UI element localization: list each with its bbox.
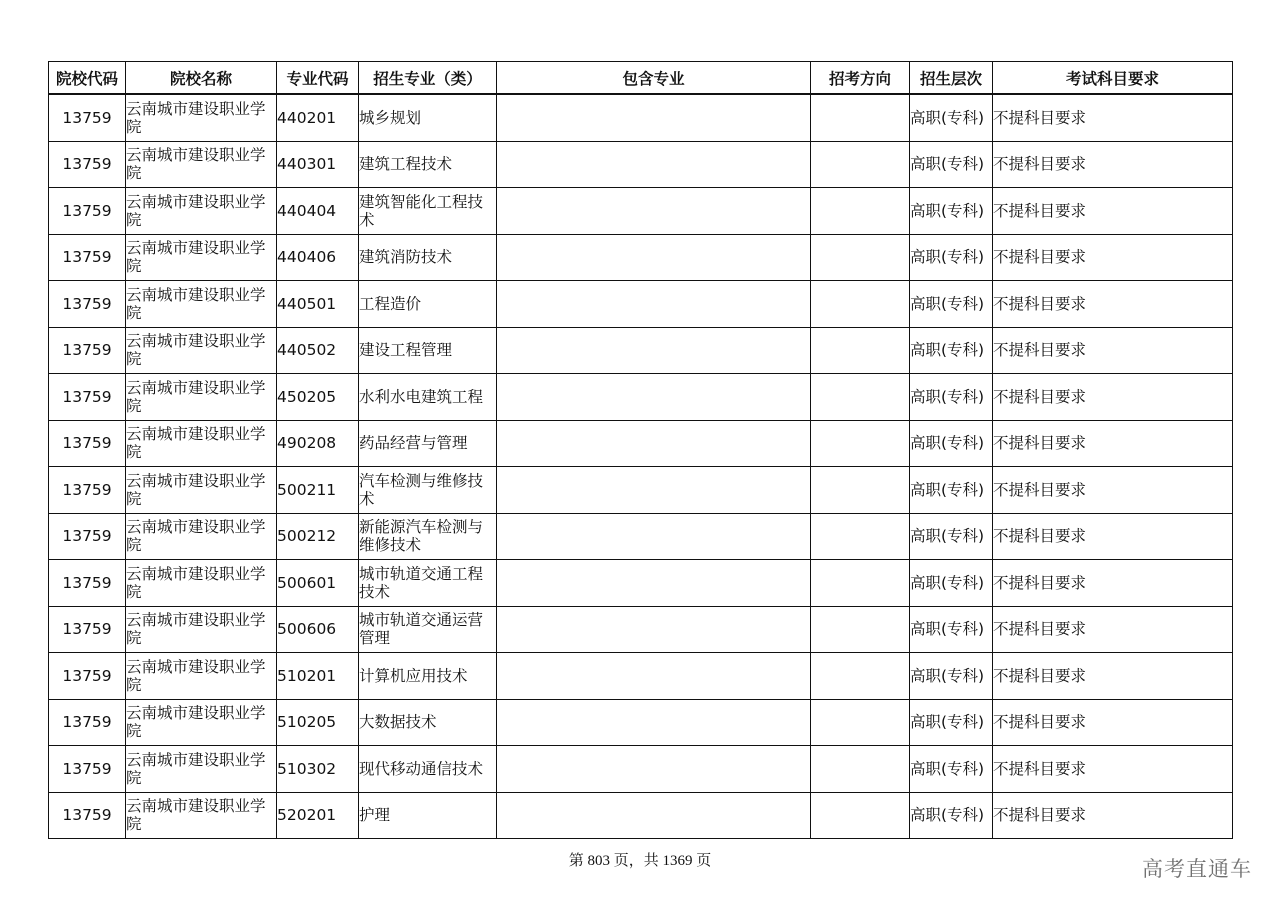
- cell-school-code: 13759: [49, 374, 126, 421]
- table-row: [49, 327, 1233, 374]
- cell-school-name: 云南城市建设职业学院: [126, 327, 277, 374]
- cell-school-name: 云南城市建设职业学院: [126, 188, 277, 235]
- cell-requirement: 不提科目要求: [993, 141, 1233, 188]
- cell-included-majors: [497, 374, 811, 421]
- table-row: [49, 746, 1233, 793]
- cell-major-code: 500606: [277, 606, 359, 653]
- cell-requirement: 不提科目要求: [993, 560, 1233, 607]
- header-school-name: 院校名称: [126, 62, 277, 95]
- cell-major-name: 城市轨道交通运营管理: [359, 606, 497, 653]
- cell-direction: [811, 606, 910, 653]
- cell-major-code: 440201: [277, 94, 359, 141]
- table-row: [49, 653, 1233, 700]
- cell-major-name: 城市轨道交通工程技术: [359, 560, 497, 607]
- cell-school-code: 13759: [49, 513, 126, 560]
- cell-major-name: 现代移动通信技术: [359, 746, 497, 793]
- cell-direction: [811, 281, 910, 328]
- cell-direction: [811, 94, 910, 141]
- cell-major-code: 500601: [277, 560, 359, 607]
- table-row: [49, 281, 1233, 328]
- cell-school-name: 云南城市建设职业学院: [126, 141, 277, 188]
- table-row: [49, 513, 1233, 560]
- watermark: 高考直通车: [1142, 857, 1252, 881]
- cell-major-code: 440406: [277, 234, 359, 281]
- cell-school-name: 云南城市建设职业学院: [126, 653, 277, 700]
- cell-requirement: 不提科目要求: [993, 327, 1233, 374]
- table-row: [49, 560, 1233, 607]
- cell-included-majors: [497, 560, 811, 607]
- cell-school-code: 13759: [49, 234, 126, 281]
- cell-included-majors: [497, 746, 811, 793]
- cell-major-name: 建筑工程技术: [359, 141, 497, 188]
- cell-included-majors: [497, 467, 811, 514]
- cell-direction: [811, 792, 910, 839]
- cell-major-name: 汽车检测与维修技术: [359, 467, 497, 514]
- cell-major-code: 500212: [277, 513, 359, 560]
- cell-included-majors: [497, 94, 811, 141]
- cell-included-majors: [497, 699, 811, 746]
- cell-level: 高职(专科): [910, 374, 993, 421]
- cell-major-code: 440301: [277, 141, 359, 188]
- cell-level: 高职(专科): [910, 420, 993, 467]
- cell-major-name: 护理: [359, 792, 497, 839]
- cell-major-name: 城乡规划: [359, 94, 497, 141]
- cell-direction: [811, 746, 910, 793]
- table-body: [49, 94, 1233, 839]
- cell-major-name: 新能源汽车检测与维修技术: [359, 513, 497, 560]
- cell-major-code: 500211: [277, 467, 359, 514]
- cell-included-majors: [497, 141, 811, 188]
- cell-direction: [811, 467, 910, 514]
- cell-major-code: 520201: [277, 792, 359, 839]
- cell-level: 高职(专科): [910, 281, 993, 328]
- cell-included-majors: [497, 281, 811, 328]
- cell-level: 高职(专科): [910, 653, 993, 700]
- cell-school-code: 13759: [49, 188, 126, 235]
- cell-direction: [811, 420, 910, 467]
- cell-school-code: 13759: [49, 141, 126, 188]
- cell-included-majors: [497, 420, 811, 467]
- cell-school-code: 13759: [49, 560, 126, 607]
- cell-direction: [811, 513, 910, 560]
- cell-requirement: 不提科目要求: [993, 281, 1233, 328]
- cell-school-code: 13759: [49, 281, 126, 328]
- cell-included-majors: [497, 792, 811, 839]
- cell-included-majors: [497, 188, 811, 235]
- cell-major-code: 510201: [277, 653, 359, 700]
- cell-major-code: 440502: [277, 327, 359, 374]
- cell-school-code: 13759: [49, 792, 126, 839]
- cell-major-name: 计算机应用技术: [359, 653, 497, 700]
- cell-level: 高职(专科): [910, 188, 993, 235]
- cell-school-code: 13759: [49, 327, 126, 374]
- cell-level: 高职(专科): [910, 746, 993, 793]
- cell-level: 高职(专科): [910, 467, 993, 514]
- cell-major-name: 药品经营与管理: [359, 420, 497, 467]
- cell-level: 高职(专科): [910, 560, 993, 607]
- cell-school-name: 云南城市建设职业学院: [126, 420, 277, 467]
- cell-school-name: 云南城市建设职业学院: [126, 234, 277, 281]
- header-included-majors: 包含专业: [497, 62, 811, 95]
- cell-level: 高职(专科): [910, 234, 993, 281]
- cell-included-majors: [497, 653, 811, 700]
- cell-level: 高职(专科): [910, 606, 993, 653]
- cell-direction: [811, 327, 910, 374]
- cell-requirement: 不提科目要求: [993, 420, 1233, 467]
- cell-school-name: 云南城市建设职业学院: [126, 374, 277, 421]
- cell-school-code: 13759: [49, 94, 126, 141]
- cell-level: 高职(专科): [910, 513, 993, 560]
- cell-level: 高职(专科): [910, 141, 993, 188]
- cell-level: 高职(专科): [910, 94, 993, 141]
- cell-direction: [811, 374, 910, 421]
- cell-school-name: 云南城市建设职业学院: [126, 94, 277, 141]
- table-row: [49, 141, 1233, 188]
- cell-level: 高职(专科): [910, 327, 993, 374]
- table-row: [49, 188, 1233, 235]
- cell-requirement: 不提科目要求: [993, 374, 1233, 421]
- cell-requirement: 不提科目要求: [993, 94, 1233, 141]
- cell-school-name: 云南城市建设职业学院: [126, 281, 277, 328]
- cell-requirement: 不提科目要求: [993, 699, 1233, 746]
- cell-school-code: 13759: [49, 699, 126, 746]
- cell-level: 高职(专科): [910, 699, 993, 746]
- enrollment-table: [48, 61, 1233, 839]
- cell-included-majors: [497, 606, 811, 653]
- cell-included-majors: [497, 234, 811, 281]
- cell-major-name: 建设工程管理: [359, 327, 497, 374]
- table-header-row: [49, 62, 1233, 95]
- cell-school-name: 云南城市建设职业学院: [126, 560, 277, 607]
- cell-school-name: 云南城市建设职业学院: [126, 467, 277, 514]
- cell-major-code: 450205: [277, 374, 359, 421]
- table-row: [49, 467, 1233, 514]
- table-row: [49, 234, 1233, 281]
- cell-requirement: 不提科目要求: [993, 653, 1233, 700]
- cell-school-name: 云南城市建设职业学院: [126, 606, 277, 653]
- table-row: [49, 699, 1233, 746]
- cell-requirement: 不提科目要求: [993, 792, 1233, 839]
- page-number: 第 803 页，共 1369 页: [568, 853, 712, 869]
- cell-school-name: 云南城市建设职业学院: [126, 513, 277, 560]
- header-major-name: 招生专业（类）: [359, 62, 497, 95]
- cell-requirement: 不提科目要求: [993, 746, 1233, 793]
- table-row: [49, 374, 1233, 421]
- cell-school-code: 13759: [49, 653, 126, 700]
- cell-direction: [811, 653, 910, 700]
- cell-school-name: 云南城市建设职业学院: [126, 792, 277, 839]
- cell-requirement: 不提科目要求: [993, 188, 1233, 235]
- cell-direction: [811, 188, 910, 235]
- cell-included-majors: [497, 513, 811, 560]
- cell-school-code: 13759: [49, 420, 126, 467]
- cell-school-code: 13759: [49, 746, 126, 793]
- cell-included-majors: [497, 327, 811, 374]
- cell-major-code: 440404: [277, 188, 359, 235]
- cell-school-name: 云南城市建设职业学院: [126, 746, 277, 793]
- cell-requirement: 不提科目要求: [993, 606, 1233, 653]
- cell-school-code: 13759: [49, 467, 126, 514]
- table-row: [49, 792, 1233, 839]
- table-row: [49, 94, 1233, 141]
- cell-major-code: 490208: [277, 420, 359, 467]
- cell-direction: [811, 699, 910, 746]
- cell-direction: [811, 234, 910, 281]
- cell-school-code: 13759: [49, 606, 126, 653]
- cell-level: 高职(专科): [910, 792, 993, 839]
- cell-major-code: 510302: [277, 746, 359, 793]
- header-direction: 招考方向: [811, 62, 910, 95]
- cell-major-name: 工程造价: [359, 281, 497, 328]
- cell-requirement: 不提科目要求: [993, 467, 1233, 514]
- cell-major-code: 510205: [277, 699, 359, 746]
- cell-requirement: 不提科目要求: [993, 513, 1233, 560]
- cell-requirement: 不提科目要求: [993, 234, 1233, 281]
- cell-major-name: 水利水电建筑工程: [359, 374, 497, 421]
- cell-direction: [811, 560, 910, 607]
- cell-direction: [811, 141, 910, 188]
- cell-major-code: 440501: [277, 281, 359, 328]
- header-requirement: 考试科目要求: [993, 62, 1233, 95]
- cell-school-name: 云南城市建设职业学院: [126, 699, 277, 746]
- header-level: 招生层次: [910, 62, 993, 95]
- header-major-code: 专业代码: [277, 62, 359, 95]
- header-school-code: 院校代码: [49, 62, 126, 95]
- cell-major-name: 建筑消防技术: [359, 234, 497, 281]
- cell-major-name: 大数据技术: [359, 699, 497, 746]
- table-row: [49, 606, 1233, 653]
- cell-major-name: 建筑智能化工程技术: [359, 188, 497, 235]
- table-row: [49, 420, 1233, 467]
